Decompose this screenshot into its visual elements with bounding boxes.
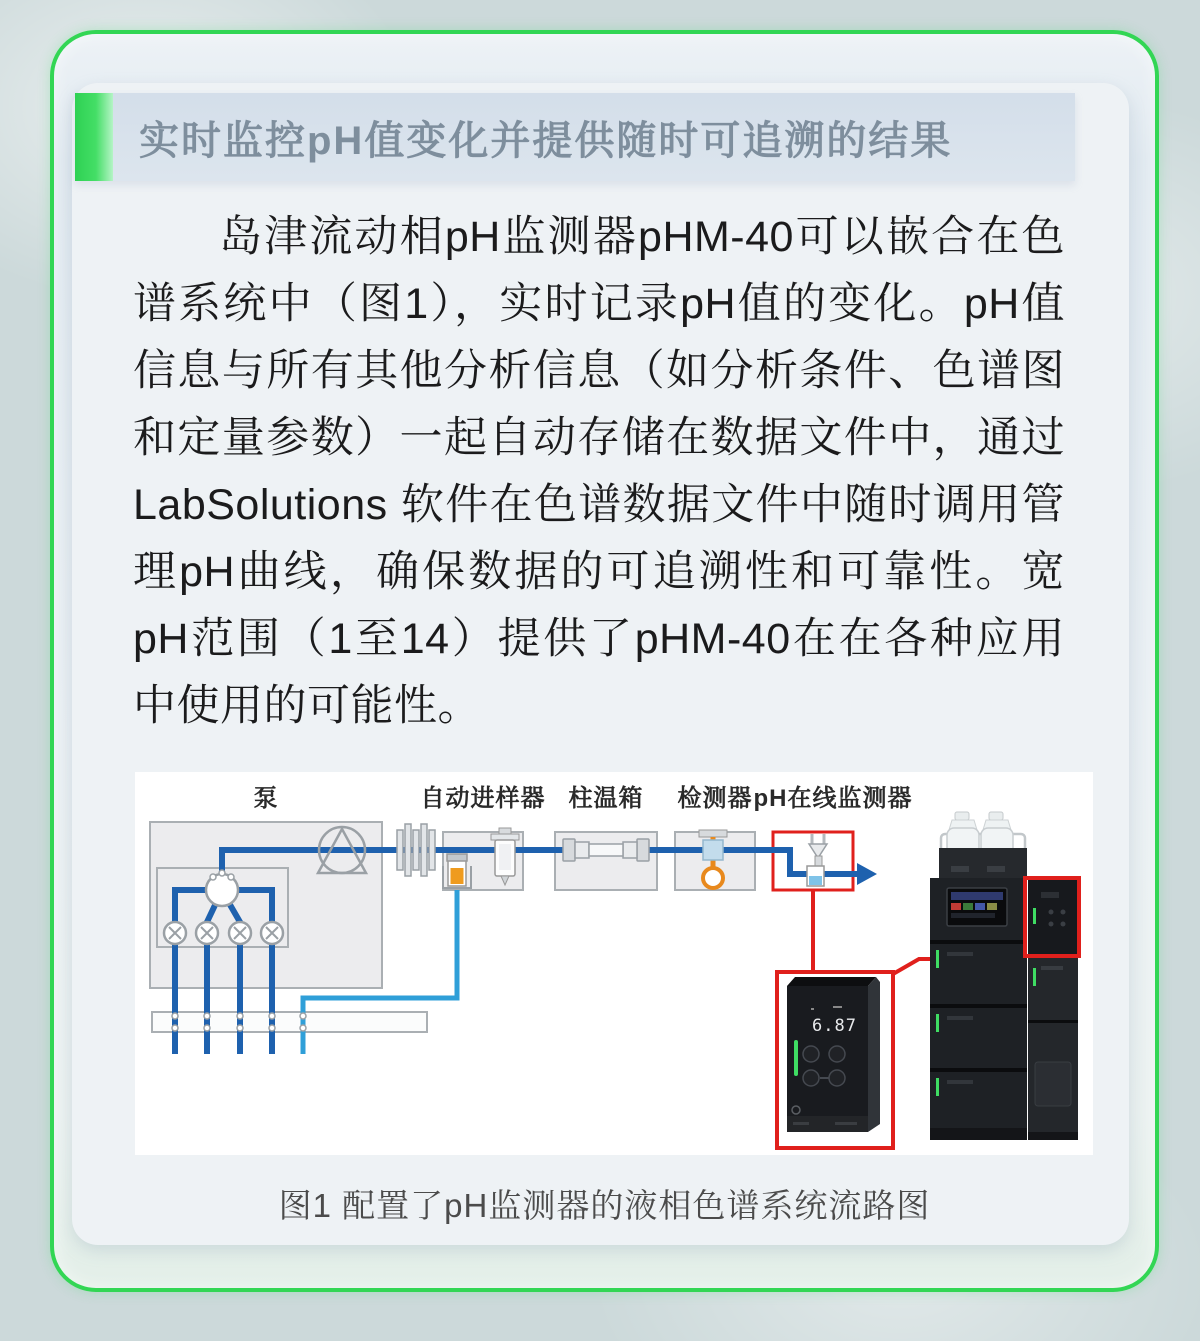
label-pump: 泵 — [253, 785, 279, 812]
mounted-ph-module — [1028, 880, 1077, 954]
header-bar — [75, 93, 1075, 181]
article-paragraph: 岛津流动相pH监测器pHM-40可以嵌合在色谱系统中（图1），实时记录pH值的变化。pH值信息与所有其他分析信息（如分析条件、色谱图和定量参数）一起自动存储在数据文件中，通过LabSolutions 软件在色谱数据文件中随时调用管理pH曲线，确保数据的可追溯性和可靠性。宽pH范围（1至14）提供了pHM-40在在各种应用中使用的可能性。 — [133, 213, 1065, 730]
page-title: 实时监控pH值变化并提供随时可追溯的结果 — [139, 118, 953, 163]
ph-display-value: 6.87 — [812, 1016, 857, 1036]
label-ph-monitor: pH在线监测器 — [753, 785, 913, 812]
label-detector: 检测器 — [677, 785, 753, 812]
phm40-device — [787, 977, 880, 1132]
flow-arrow — [857, 863, 877, 885]
flow-diagram-figure — [135, 772, 1093, 1155]
header-accent-block — [75, 93, 113, 181]
flow-diagram-svg — [135, 772, 1093, 1155]
gradient-mixer — [206, 870, 238, 906]
pulse-damper — [397, 824, 435, 876]
hplc-stack — [930, 812, 1079, 1140]
pump-box — [150, 822, 382, 988]
figure-caption: 图1 配置了pH监测器的液相色谱系统流路图 — [278, 1187, 931, 1224]
label-autosampler: 自动进样器 — [420, 785, 546, 812]
label-column-oven: 柱温箱 — [568, 785, 644, 812]
solvent-tray — [152, 1012, 427, 1032]
content-card — [50, 30, 1159, 1292]
